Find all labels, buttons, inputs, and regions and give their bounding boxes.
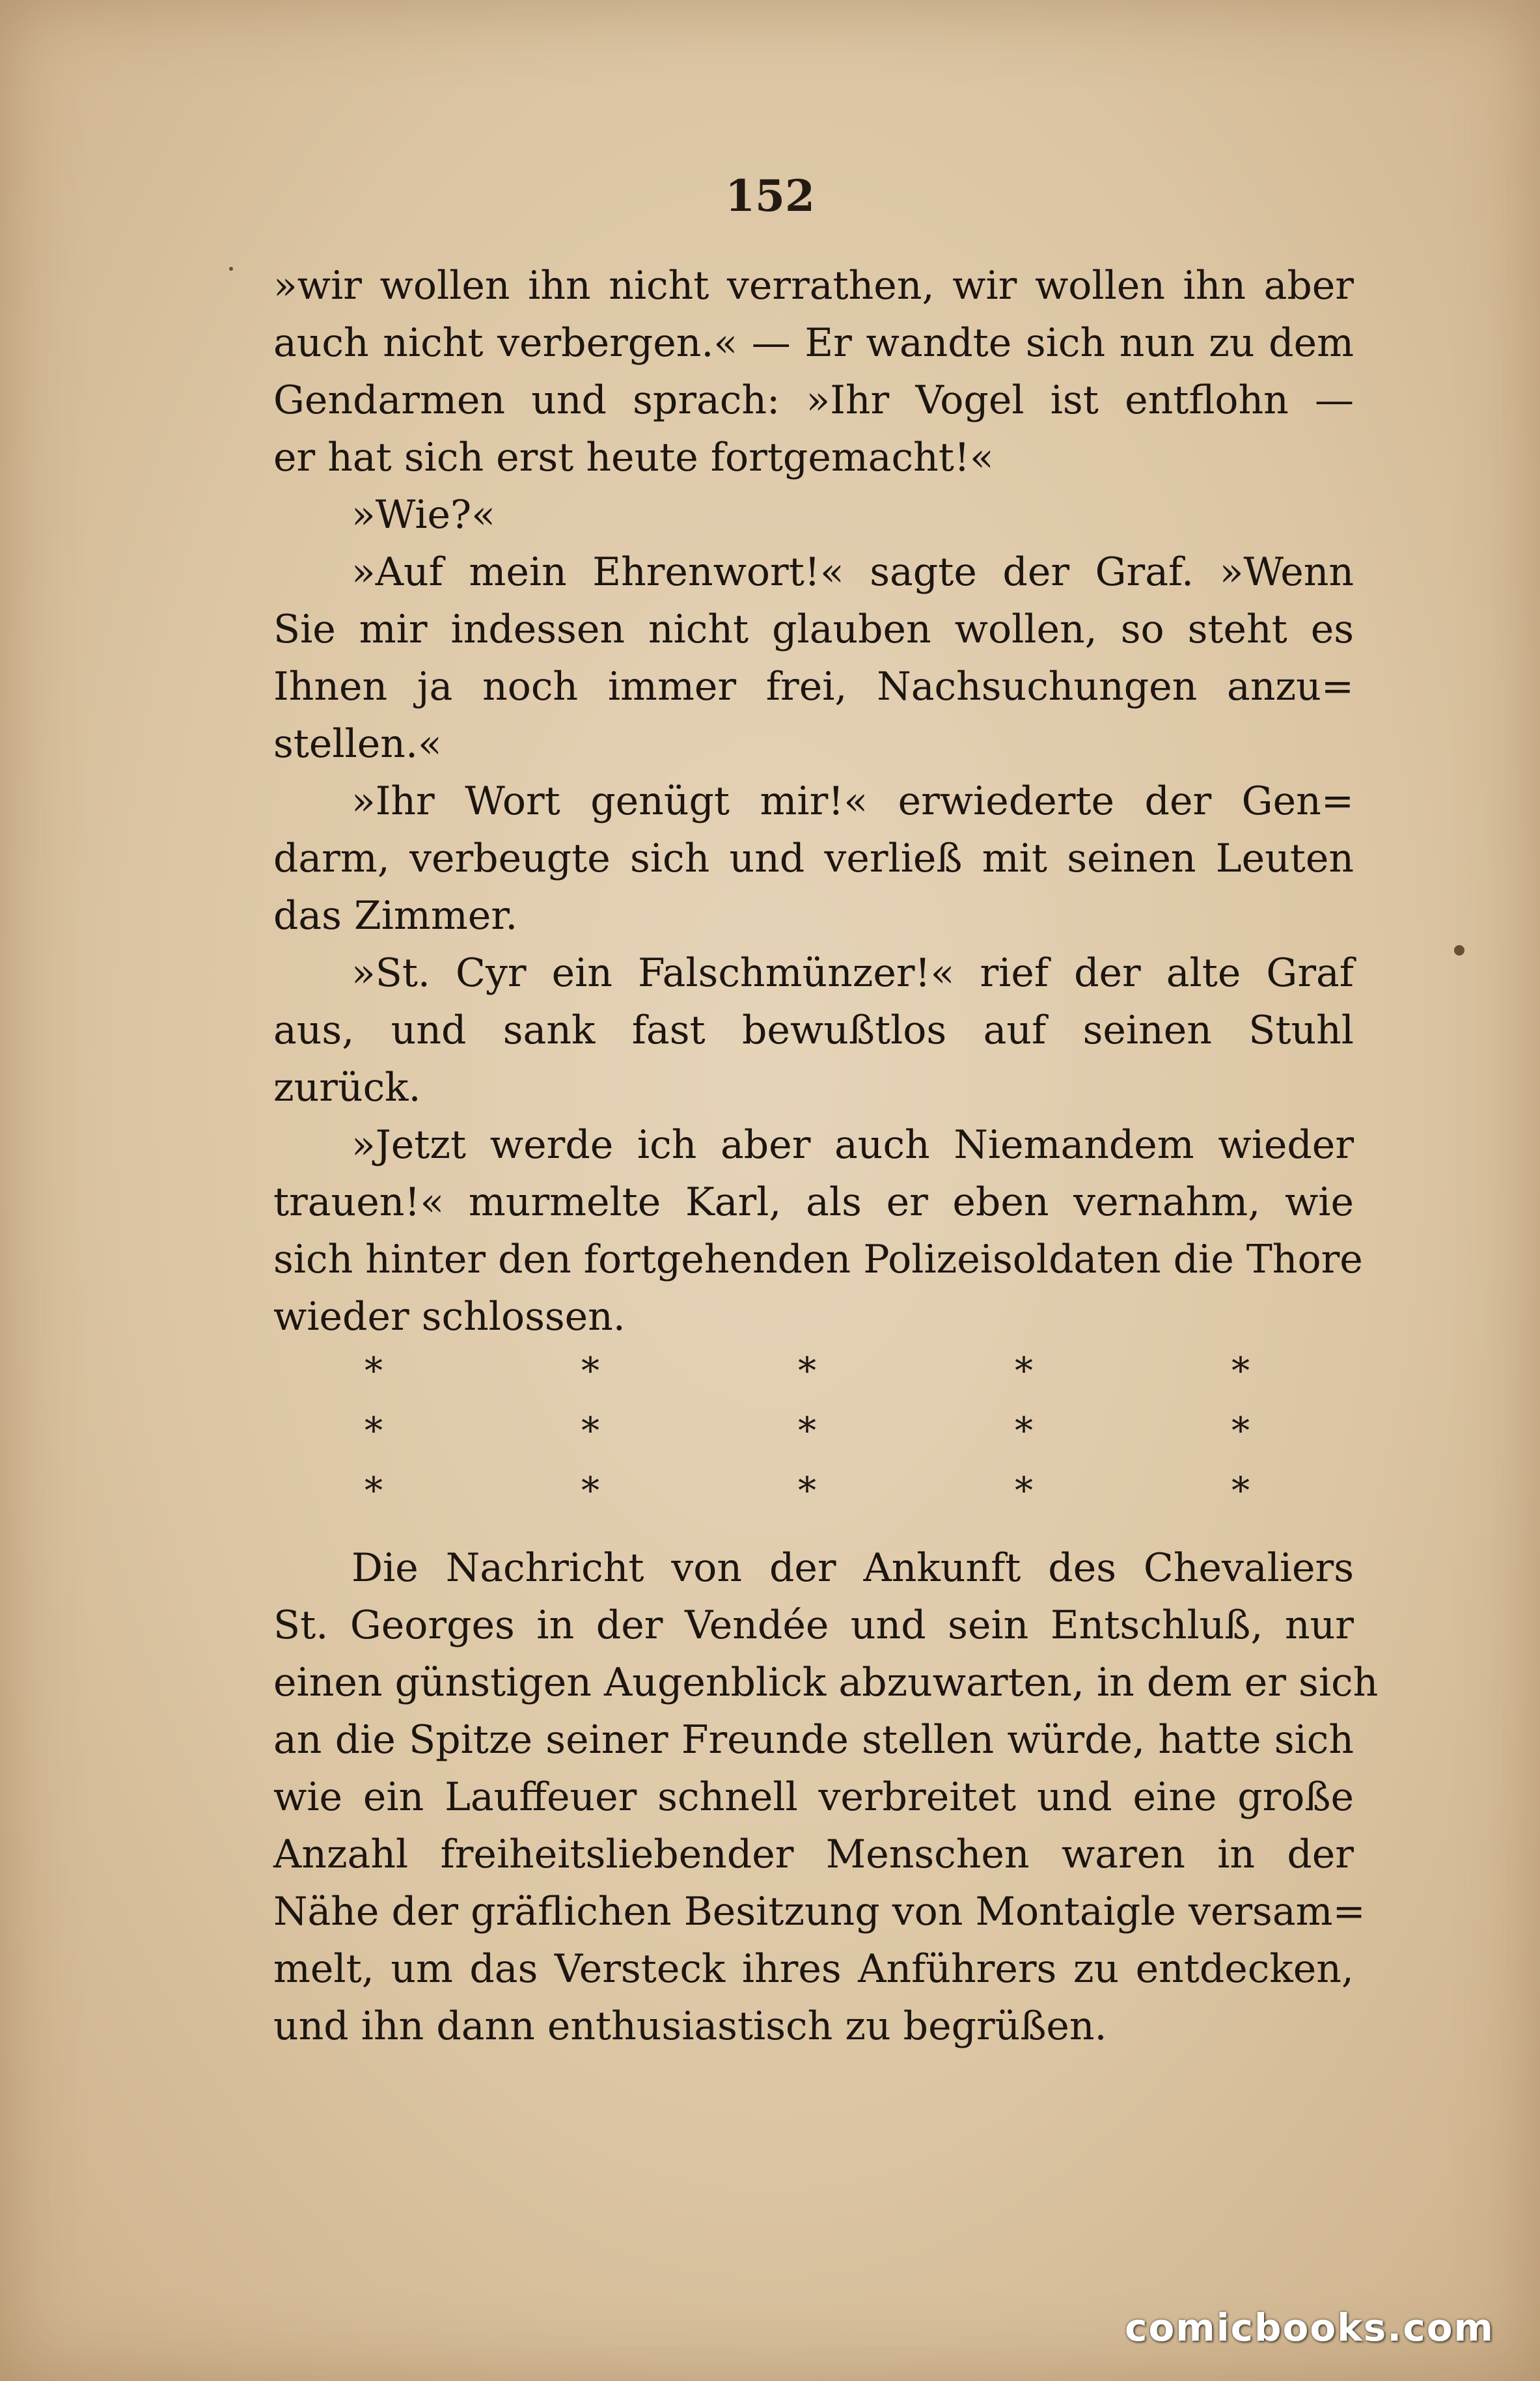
text-line: an die Spitze seiner Freunde stellen würde, hatte sich: [273, 1717, 1354, 1763]
paper-speck: [229, 267, 233, 271]
page-number: 152: [725, 171, 815, 221]
text-line: einen günstigen Augenblick abzuwarten, in dem er sich: [273, 1660, 1379, 1705]
paper-speck: [1454, 945, 1464, 956]
text-line: Anzahl freiheitsliebender Menschen waren in der: [273, 1832, 1354, 1877]
asterisk: *: [581, 1469, 599, 1512]
text-line: stellen.«: [273, 721, 442, 767]
text-line: Gendarmen und sprach: »Ihr Vogel ist entflohn —: [273, 378, 1354, 423]
text-line: »St. Cyr ein Falschmünzer!« rief der alte Graf: [351, 950, 1354, 996]
text-line: Sie mir indessen nicht glauben wollen, so steht es: [273, 607, 1354, 652]
text-line: St. Georges in der Vendée und sein Entschluß, nur: [273, 1603, 1354, 1648]
text-line: wieder schlossen.: [273, 1294, 626, 1340]
asterisk-row: [364, 1401, 1250, 1461]
text-block-bottom: [273, 1539, 1379, 2055]
text-line: Die Nachricht von der Ankunft des Chevaliers: [351, 1545, 1354, 1591]
text-line: »Auf mein Ehrenwort!« sagte der Graf. »Wenn: [351, 549, 1354, 595]
text-line: sich hinter den fortgehenden Polizeisoldaten die Thore: [273, 1237, 1363, 1282]
text-line: »Jetzt werde ich aber auch Niemandem wieder: [351, 1122, 1354, 1168]
text-line: »Wie?«: [351, 492, 495, 538]
asterisk: *: [1231, 1409, 1250, 1452]
text-line: melt, um das Versteck ihres Anführers zu entdecken,: [273, 1946, 1354, 1992]
text-line: Ihnen ja noch immer frei, Nachsuchungen anzu=: [273, 664, 1354, 709]
watermark: comicbooks.com: [1125, 2305, 1494, 2350]
text-line: zurück.: [273, 1065, 421, 1110]
text-line: das Zimmer.: [273, 893, 518, 939]
asterisk: *: [364, 1469, 383, 1512]
text-line: »wir wollen ihn nicht verrathen, wir wollen ihn aber: [273, 263, 1354, 309]
asterisk: *: [798, 1409, 816, 1452]
asterisk: *: [364, 1409, 383, 1452]
asterisk: *: [581, 1349, 599, 1392]
text-line: aus, und sank fast bewußtlos auf seinen Stuhl: [273, 1008, 1354, 1053]
text-line: Nähe der gräflichen Besitzung von Montaigle versam=: [273, 1889, 1366, 1934]
asterisk-row: [364, 1341, 1250, 1401]
asterisk: *: [364, 1349, 383, 1392]
asterisk: *: [1231, 1469, 1250, 1512]
asterisk: *: [798, 1469, 816, 1512]
text-line: wie ein Lauffeuer schnell verbreitet und eine große: [273, 1774, 1354, 1820]
asterisk: *: [581, 1409, 599, 1452]
text-line: trauen!« murmelte Karl, als er eben vernahm, wie: [273, 1179, 1354, 1225]
asterisk: *: [798, 1349, 816, 1392]
asterisk: *: [1231, 1349, 1250, 1392]
asterisk: *: [1015, 1469, 1033, 1512]
asterisk-row: [364, 1461, 1250, 1521]
text-block-top: [273, 257, 1363, 1345]
asterisk: *: [1015, 1409, 1033, 1452]
text-line: er hat sich erst heute fortgemacht!«: [273, 435, 994, 480]
text-line: »Ihr Wort genügt mir!« erwiederte der Gen=: [351, 778, 1354, 824]
section-divider: [364, 1341, 1250, 1521]
text-line: auch nicht verbergen.« — Er wandte sich nun zu dem: [273, 320, 1354, 366]
asterisk: *: [1015, 1349, 1033, 1392]
text-line: und ihn dann enthusiastisch zu begrüßen.: [273, 2003, 1107, 2049]
text-line: darm, verbeugte sich und verließ mit seinen Leuten: [273, 836, 1354, 881]
